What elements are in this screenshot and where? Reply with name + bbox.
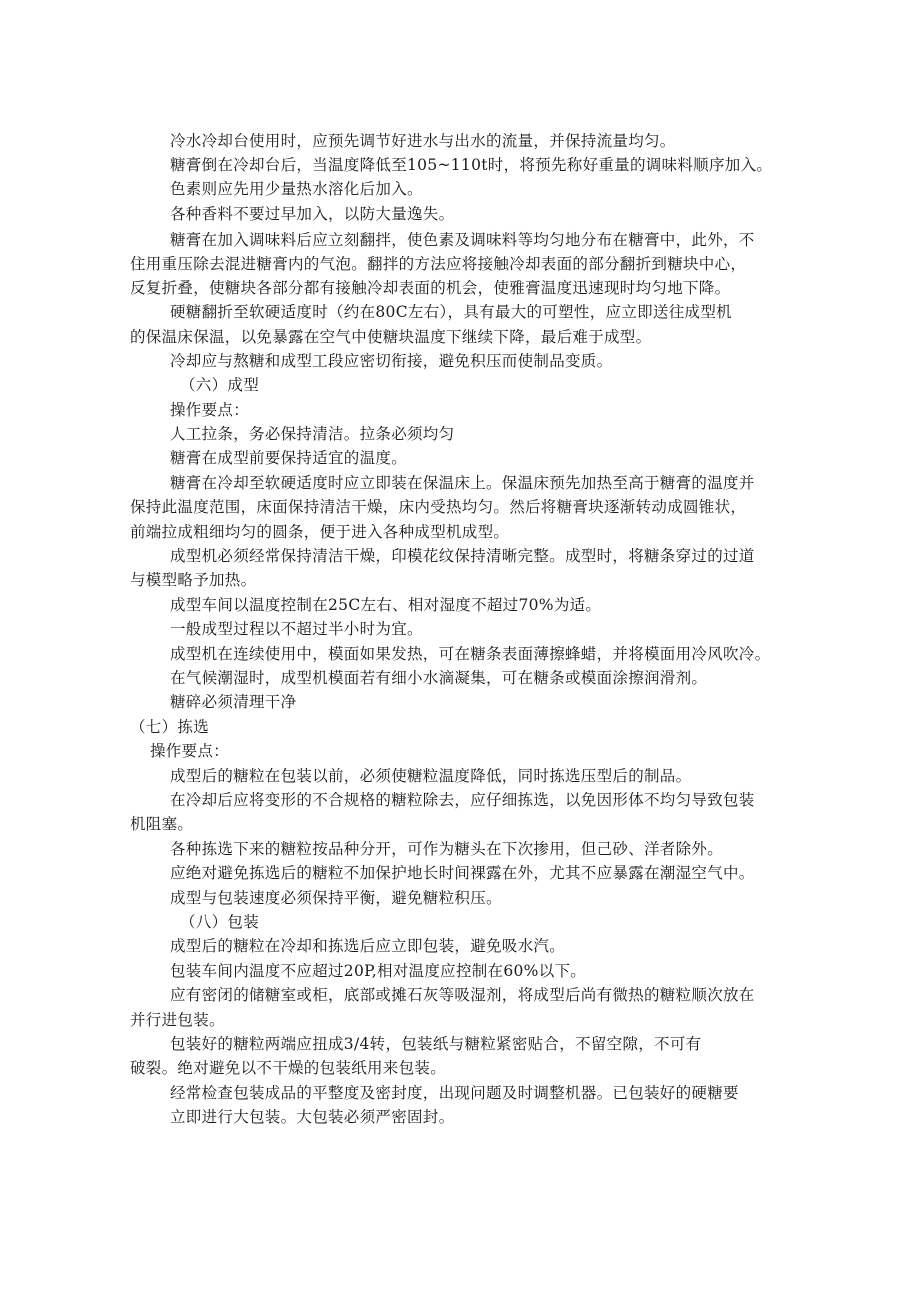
text-line: 成型机在连续使用中，模面如果发热，可在糖条表面薄擦蜂蜡，并将模面用冷风吹冷。 [170,645,771,663]
text-line: 在气候潮湿时，成型机模面若有细小水滴凝集，可在糖条或模面涂擦润滑剂。 [170,669,708,687]
text-line: 住用重压除去混进糖膏内的气泡。翻拌的方法应将接触冷却表面的部分翻折到糖块中心， [130,255,747,273]
text-line: 立即进行大包装。大包装必须严密固封。 [170,1108,455,1126]
subheading: 操作要点： [150,742,230,760]
text-line: 糖碎必须清理干净 [170,693,297,711]
text-line: 前端拉成粗细均匀的圆条，便于进入各种成型机成型。 [130,523,510,541]
section-heading: （七）拣选 [130,718,210,736]
text-line: 经常检查包装成品的平整度及密封度，出现问题及时调整机器。已包装好的硬糖要 [170,1084,739,1102]
text-line: 破裂。绝对避免以不干燥的包装纸用来包装。 [130,1059,447,1077]
text-line: 包装好的糖粒两端应扭成3/4转，包装纸与糖粒紧密贴合，不留空隙，不可有 [170,1035,702,1053]
text-line: 应绝对避免拣选后的糖粒不加保护地长时间裸露在外，尤其不应暴露在潮湿空气中。 [170,864,755,882]
text-line: 成型与包装速度必须保持平衡，避免糖粒积压。 [170,889,502,907]
text-line: 人工拉条，务必保持清洁。拉条必须均匀 [170,425,455,443]
text-line: 成型机必须经常保持清洁干燥，印模花纹保持清晰完整。成型时，将糖条穿过的过道 [170,547,755,565]
text-line: 保持此温度范围，床面保持清洁干燥，床内受热均匀。然后将糖膏块逐渐转动成圆锥状， [130,498,747,516]
text-line: 在冷却后应将变形的不合规格的糖粒除去，应仔细拣选，以免因形体不均匀导致包装 [170,791,755,809]
text-line: 并行进包装。 [130,1011,225,1029]
section-heading: （八）包装 [180,913,260,931]
text-line: 各种香料不要过早加入，以防大量逸失。 [170,205,455,223]
text-line: 糖膏倒在冷却台后，当温度降低至105~110t时，将预先称好重量的调味料顺序加入。 [170,156,773,174]
text-line: 糖膏在冷却至软硬适度时应立即装在保温床上。保温床预先加热至高于糖膏的温度并 [170,474,755,492]
text-line: 冷水冷却台使用时，应预先调节好进水与出水的流量，并保持流量均匀。 [170,132,676,150]
subheading: 操作要点： [170,401,250,419]
text-line: 糖膏在加入调味料后应立刻翻拌，使色素及调味料等均匀地分布在糖膏中，此外，不 [170,231,755,249]
text-line: 色素则应先用少量热水溶化后加入。 [170,180,423,198]
text-line: 糖膏在成型前要保持适宜的温度。 [170,449,408,467]
text-line: 机阻塞。 [130,815,194,833]
text-line: 冷却应与熬糖和成型工段应密切衔接，避免积压而使制品变质。 [170,352,613,370]
text-line: 反复折叠，使糖块各部分都有接触冷却表面的机会，使雅膏温度迅速现时均匀地下降。 [130,279,731,297]
text-line: 包装车间内温度不应超过20P,相对温度应控制在60%以下。 [170,962,587,980]
text-line: 成型后的糖粒在包装以前，必须使糖粒温度降低，同时拣选压型后的制品。 [170,767,692,785]
text-line: 应有密闭的储糖室或柜，底部或摊石灰等吸湿剂，将成型后尚有微热的糖粒顺次放在 [170,986,755,1004]
text-line: 各种拣选下来的糖粒按品种分开，可作为糖头在下次掺用，但己砂、洋者除外。 [170,840,724,858]
text-line: 的保温床保温，以免暴露在空气中使糖块温度下继续下降，最后难于成型。 [130,328,652,346]
text-line: 一般成型过程以不超过半小时为宜。 [170,620,423,638]
text-line: 成型车间以温度控制在25C左右、相对湿度不超过70%为适。 [170,596,602,614]
text-line: 与模型略予加热。 [130,571,257,589]
section-heading: （六）成型 [180,376,260,394]
text-line: 成型后的糖粒在冷却和拣选后应立即包装，避免吸水汽。 [170,937,566,955]
text-line: 硬糖翻折至软硬适度时（约在80C左右），具有最大的可塑性，应立即送往成型机 [170,303,732,321]
